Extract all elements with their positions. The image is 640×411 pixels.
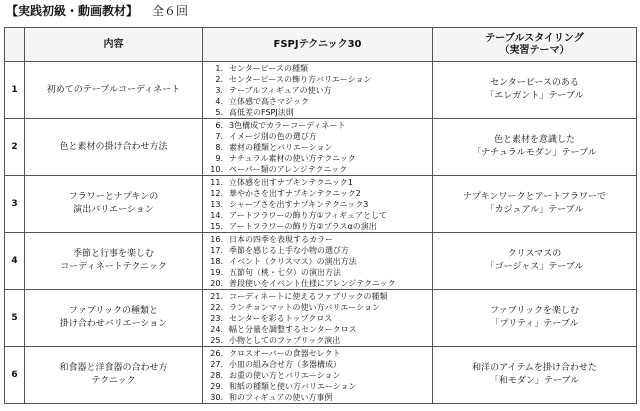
technique-number: 17. — [210, 245, 223, 255]
technique-text: 立体感で高さマジック — [229, 96, 309, 106]
technique-number: 15. — [210, 221, 223, 231]
header-styling — [433, 28, 637, 62]
styling-theme-line: 「ナチュラルモダン」テーブル — [472, 148, 597, 158]
styling-theme — [433, 62, 637, 119]
technique-item — [203, 107, 432, 118]
session-content-line: フラワーとナプキンの — [68, 192, 159, 202]
session-content-line: 季節と行事を楽しむ — [72, 249, 154, 259]
technique-text: 季節を感じる上手な小物の選び方 — [229, 245, 349, 255]
technique-text: 日本の四季を表現するカラー — [229, 234, 333, 244]
technique-number: 28. — [210, 370, 223, 380]
total-sessions: 全６回 — [152, 4, 189, 18]
technique-item — [203, 188, 432, 199]
styling-theme — [433, 347, 637, 404]
technique-text: イメージ別の色の選び方 — [229, 131, 317, 141]
technique-number: 9. — [215, 153, 223, 163]
technique-item — [203, 324, 432, 335]
session-content-line: 初めてのテーブルコーディネート — [46, 84, 181, 95]
technique-list — [203, 119, 433, 176]
curriculum-table — [4, 27, 637, 404]
technique-item — [203, 210, 432, 221]
session-row — [5, 176, 637, 233]
technique-text: 華やかさを出すナプキンテクニック2 — [229, 188, 361, 198]
styling-theme — [433, 233, 637, 290]
technique-text: 幅と分量を調整するセンタークロス — [229, 324, 357, 334]
technique-text: 高低差のFSPJ法則 — [229, 107, 294, 117]
technique-text: 小物としてのファブリック演出 — [229, 335, 341, 345]
session-row — [5, 290, 637, 347]
header-content: 内容 — [25, 28, 203, 62]
technique-text: ランチョンマットの使い方バリエーション — [229, 302, 380, 312]
technique-text: 五節句（桃・七夕）の演出方法 — [229, 267, 341, 277]
technique-item — [203, 164, 432, 175]
session-row — [5, 119, 637, 176]
styling-theme-line: クリスマスの — [507, 249, 562, 259]
technique-text: お重の使い方とバリエーション — [229, 370, 341, 380]
technique-item — [203, 348, 432, 359]
technique-text: 和のフィギュアの使い方事例 — [229, 392, 333, 402]
session-number: 3 — [5, 176, 25, 233]
technique-text: 素材の種類とバリエーション — [229, 142, 333, 152]
technique-item — [203, 267, 432, 278]
technique-item — [203, 245, 432, 256]
technique-item — [203, 256, 432, 267]
session-content — [25, 176, 203, 233]
technique-number: 2. — [215, 74, 223, 84]
session-row — [5, 233, 637, 290]
technique-item — [203, 291, 432, 302]
technique-item — [203, 142, 432, 153]
technique-number: 8. — [215, 142, 223, 152]
technique-list — [203, 347, 433, 404]
session-content-line: 掛け合わせバリエーション — [59, 319, 168, 329]
session-content — [25, 290, 203, 347]
technique-item — [203, 221, 432, 232]
technique-number: 4. — [215, 96, 223, 106]
technique-text: ペーパー類のアレンジテクニック — [229, 164, 348, 174]
styling-theme-line: 「エレガント」テーブル — [485, 91, 584, 101]
technique-number: 3. — [215, 85, 223, 95]
styling-theme — [433, 290, 637, 347]
header-num — [5, 28, 25, 62]
technique-number: 6. — [215, 120, 223, 130]
technique-list — [203, 62, 433, 119]
technique-number: 18. — [210, 256, 223, 266]
styling-theme-line: 色と素材を意識した — [493, 135, 575, 145]
technique-text: アートフラワーの飾り方②プラスαの演出 — [229, 221, 377, 231]
technique-number: 12. — [210, 188, 223, 198]
technique-text: 立体感を出すナプキンテクニック1 — [229, 177, 353, 187]
technique-text: シャープさを出すナプキンテクニック3 — [229, 199, 369, 209]
styling-theme — [433, 119, 637, 176]
session-content-line: 色と素材の掛け合わせ方法 — [59, 141, 168, 152]
technique-list — [203, 176, 433, 233]
technique-text: センターピースの飾り方バリエーション — [229, 74, 372, 84]
technique-number: 22. — [210, 302, 223, 312]
technique-number: 25. — [210, 335, 223, 345]
technique-text: 3色構成でカラーコーディネート — [229, 120, 346, 130]
session-number: 6 — [5, 347, 25, 404]
session-content — [25, 119, 203, 176]
technique-number: 7. — [215, 131, 223, 141]
technique-text: クロスオーバーの食器セレクト — [229, 348, 341, 358]
session-content — [25, 233, 203, 290]
technique-item — [203, 63, 432, 74]
session-content-line: 演出バリエーション — [73, 205, 154, 215]
technique-text: センターピースの種類 — [229, 63, 308, 73]
styling-theme-line: 「プリティ」テーブル — [490, 319, 579, 329]
technique-text: 小皿の組み合せ方（多器構成） — [229, 359, 341, 369]
session-content-line: 和食器と洋食器の合わせ方 — [59, 363, 168, 373]
technique-number: 19. — [210, 267, 223, 277]
session-number: 4 — [5, 233, 25, 290]
technique-number: 29. — [210, 381, 223, 391]
styling-theme-line: 「和モダン」テーブル — [489, 376, 580, 386]
technique-item — [203, 74, 432, 85]
styling-theme-line: ナプキンワークとアートフラワーで — [462, 192, 606, 202]
technique-number: 1. — [215, 63, 223, 73]
session-row — [5, 347, 637, 404]
technique-item — [203, 153, 432, 164]
technique-list — [203, 233, 433, 290]
technique-item — [203, 392, 432, 403]
technique-text: コーディネートに使えるファブリックの種類 — [229, 291, 388, 301]
technique-item — [203, 234, 432, 245]
technique-number: 13. — [210, 199, 223, 209]
session-number: 1 — [5, 62, 25, 119]
session-content-line: ファブリックの種類と — [68, 306, 159, 316]
session-content — [25, 62, 203, 119]
session-content-line: コーディネートテクニック — [60, 262, 167, 272]
session-content-line: テクニック — [91, 376, 136, 386]
session-content — [25, 347, 203, 404]
technique-item — [203, 199, 432, 210]
styling-theme-line: センターピースのある — [490, 78, 579, 88]
session-row — [5, 62, 637, 119]
styling-theme — [433, 176, 637, 233]
technique-item — [203, 177, 432, 188]
styling-theme-line: ファブリックを楽しむ — [489, 306, 580, 316]
technique-text: テーブルフィギュアの使い方 — [229, 85, 332, 95]
technique-text: センターを彩るトップクロス — [229, 313, 333, 323]
technique-text: 普段使いをイベント仕様にアレンジテクニック — [229, 278, 396, 288]
technique-number: 26. — [210, 348, 223, 358]
technique-number: 14. — [210, 210, 223, 220]
header-row — [5, 28, 637, 62]
technique-item — [203, 313, 432, 324]
page-heading — [6, 2, 188, 19]
technique-text: アートフラワーの飾り方①フィギュアとして — [229, 210, 388, 220]
technique-text: ナチュラル素材の使い方テクニック — [229, 153, 356, 163]
technique-item — [203, 335, 432, 346]
technique-number: 11. — [210, 177, 223, 187]
session-number: 2 — [5, 119, 25, 176]
technique-item — [203, 120, 432, 131]
technique-item — [203, 370, 432, 381]
page-title: 【実践初級・動画教材】 — [6, 4, 139, 18]
technique-number: 23. — [210, 313, 223, 323]
technique-number: 20. — [210, 278, 223, 288]
technique-number: 24. — [210, 324, 223, 334]
technique-number: 5. — [215, 107, 223, 117]
technique-number: 16. — [210, 234, 223, 244]
header-styling-line2: （実習テーマ） — [499, 44, 570, 56]
technique-item — [203, 131, 432, 142]
header-styling-line1: テーブルスタイリング — [485, 32, 584, 44]
technique-number: 21. — [210, 291, 223, 301]
technique-text: イベント（クリスマス）の演出方法 — [229, 256, 357, 266]
technique-item — [203, 278, 432, 289]
technique-item — [203, 85, 432, 96]
styling-theme-line: 「カジュアル」テーブル — [485, 205, 584, 215]
styling-theme-line: 「ゴージャス」テーブル — [485, 262, 584, 272]
styling-theme-line: 和洋のアイテムを掛け合わせた — [472, 363, 597, 373]
technique-number: 30. — [210, 392, 223, 402]
technique-list — [203, 290, 433, 347]
technique-item — [203, 96, 432, 107]
session-number: 5 — [5, 290, 25, 347]
technique-item — [203, 381, 432, 392]
technique-number: 27. — [210, 359, 223, 369]
technique-item — [203, 302, 432, 313]
technique-text: 和紙の種類と使い方バリエーション — [229, 381, 357, 391]
technique-number: 10. — [210, 164, 223, 174]
technique-item — [203, 359, 432, 370]
header-technique: FSPJテクニック30 — [203, 28, 433, 62]
